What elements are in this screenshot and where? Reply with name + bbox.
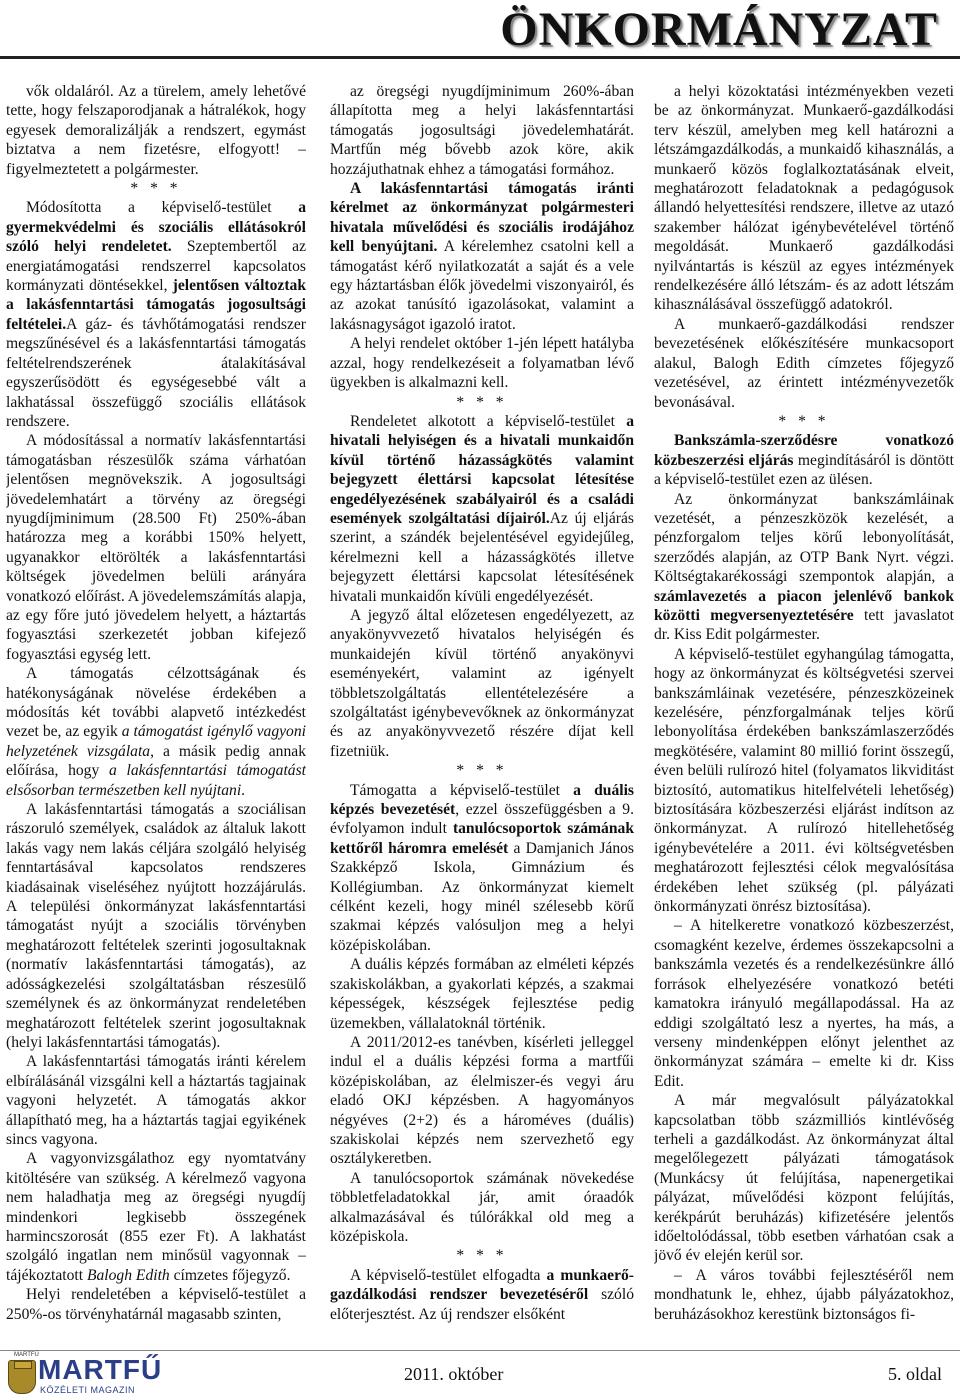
page-header — [0, 0, 960, 62]
italic-text: Balogh Edith — [86, 1266, 170, 1284]
paragraph — [6, 82, 306, 179]
page-footer — [0, 1346, 960, 1398]
column-3 — [654, 82, 954, 1337]
body-text: , ezzel összefüggésben a 9. évfolyamon indult — [330, 801, 634, 838]
paragraph — [330, 781, 634, 956]
body-text: A lakásfenntartási támogatás a szociálisan rászoruló személyek, családok az általuk lakott lakás vagy nem lakás céljára szolgáló helyiség fenntartásával kapcsolatos rendszeres kiadásainak viseléséhez nyújtott hozzájárulás. A települési önkormányzat lakásfenntartási támogatást nyújt a szociális törvényben meghatározott feltételek szerinti jogosultaknak (normatív lakásfenntartási támogatás), az adósságkezelési szolgáltatásban részesülő személynek és az önkormányzat rendeletében meghatározott feltételek szerint jogosultaknak (helyi lakásfenntartási támogatás). — [6, 801, 306, 1051]
body-text: tett javaslatot dr. Kiss Edit polgármester. — [654, 606, 954, 644]
body-text: megindításáról is döntött a képviselő-testület ezen az ülésen. — [654, 451, 954, 489]
paragraph — [330, 606, 634, 761]
paragraph — [6, 1149, 306, 1285]
body-text: vők oldaláról. Az a türelem, amely lehetővé tette, hogy felszaporodjanak a hátralékok, hogy egyesek demoralizálják a rendszert, egymást biztatva a nem fizetésre, elfogyott! – figyelmeztetett a polgármester. — [6, 83, 306, 178]
bold-text: A lakásfenntartási támogatás iránti kérelmet az önkormányzat polgármesteri hivatala művelődési és szociális irodájához kell benyújtani. — [330, 180, 634, 256]
body-text: – A hitelkeretre vonatkozó közbeszerzést, csomagként kezelve, érdemes összekapcsolni a bankszámla vezetés és a rendelkezésünkre álló források elhelyezésére vonatkozó betéti kamatokra irányuló megállapodással. Ha az eddigi szolgáltató lesz a nyertes, ha más, a verseny mindenképpen előnyt jelenthet az önkormányzat számára – emelte ki dr. Kiss Edit. — [654, 917, 954, 1090]
column-2 — [330, 82, 634, 1337]
body-text: címzetes főjegyző. — [169, 1266, 291, 1284]
paragraph — [330, 1169, 634, 1247]
body-text: A támogatás célzottságának és hatékonyságának növelése érdekében a módosítás két további alapvető intézkedést vezet be, az egyik — [6, 665, 306, 741]
body-text: A vagyonvizsgálathoz egy nyomtatvány kitöltésére van szükség. A kérelmező vagyona nem haladhatja meg az öregségi nyugdíj mindenkori legkisebb összegének harmincszorosát (855 ezer Ft). A lakhatást szolgáló ingatlan nem minősül vagyonnak – tájékoztatott — [6, 1150, 306, 1284]
body-text: , a másik pedig annak előírása, hogy — [6, 742, 306, 780]
body-text: Szeptembertől az energiatámogatási rendszerrel kapcsolatos kormányzati döntésekkel, — [6, 238, 306, 295]
body-text: Az önkormányzat bankszámláinak vezetését, a pénzeszközök kezelését, a pénzforgalom teljes körű lebonyolítását, szerződés alapján, az OTP Bank Nyrt. végzi. Költségtakarékossági szempontok alapján, a — [654, 490, 954, 586]
paragraph — [654, 645, 954, 917]
section-title: ÖNKORMÁNYZAT — [500, 3, 938, 56]
section-separator: * * * — [130, 180, 182, 198]
header-rule — [0, 56, 960, 59]
paragraph — [330, 1033, 634, 1169]
bold-text: jelentősen változtak a lakásfenntartási támogatás jogosultsági feltételei. — [6, 277, 306, 333]
body-text: . — [241, 781, 246, 799]
section-separator: * * * — [778, 412, 830, 430]
page-number: 5. oldal — [888, 1364, 942, 1384]
paragraph — [6, 1285, 306, 1324]
paragraph — [330, 82, 634, 179]
body-text: A már megvalósult pályázatokkal kapcsolatban több százmilliós kintlévőség terheli a gazdálkodást. Az önkormányzat által megelőlegezett pályázati támogatások (Munkácsy út felújítása, napenergetikai pályázat, művelődési központ felújítás, kerékpárút beruházás) kifizetésére jelentős időeltolódással, több esetben várhatóan csak a jövő év elején kerül sor. — [654, 1092, 954, 1265]
bold-text: tanulócsoportok számának kettőről háromra emelését — [330, 820, 634, 857]
paragraph — [6, 1052, 306, 1149]
paragraph — [6, 800, 306, 1052]
body-text: A jegyző által előzetesen engedélyezett, az anyakönyvvezető hivatalos helyiségén és munkaidején kívül történő anyakönyvi eseményekért, valamint az igényelt többletszolgáltatás ellentételezésére a szolgáltatást igénybevevőknek az önkormányzat és az anyakönyvvezető részére díjat kell fizetniük. — [330, 606, 634, 760]
bold-text: a munkaerő-gazdálkodási rendszer bevezetéséről — [330, 1266, 634, 1304]
bold-text: Bankszámla-szerződésre vonatkozó közbeszerzési eljárás — [654, 432, 954, 469]
issue-date: 2011. október — [404, 1364, 504, 1384]
paragraph — [330, 412, 634, 606]
paragraph — [654, 82, 954, 315]
body-text: A képviselő-testület elfogadta — [350, 1266, 547, 1284]
bold-text: a duális képzés bevezetését — [330, 781, 634, 819]
bold-text: a hivatali helyiségen és a hivatali munkaidőn kívül történő házasságkötés valamint bejegyzett élettársi kapcsolat létesítése engedélyezésének szabályairól és a családi események szolgáltatási díjairól. — [330, 412, 634, 527]
body-text: a helyi közoktatási intézményekben vezeti be az önkormányzat. Munkaerő-gazdálkodási terv készül, amelyben meg kell határozni a létszámgazdálkodás, a munkaidő kihasználás, a munkaerő közös foglalkoztatásának elveit, meghatározott feladatoknak a pedagógusok állandó helyettesítési rendszere, illetve az utazó szakember hálózat igénybevételével történő megoldását. Munkaerő gazdálkodási nyilvántartás is készül az egyes intézmények rendelkezésére álló létszám- és az adott létszám kihasználásával összefüggő adatokról. — [654, 83, 954, 314]
body-text: A módosítással a normatív lakásfenntartási támogatásban részesülők száma várhatóan jelentősen megnövekszik. A jogosultsági jövedelemhatárt a törvény az öregségi nyugdíjminimum (28.500 Ft) 250%-ában határozza meg a korábbi 150% helyett, ugyanakkor eltörölték a lakásfenntartási költségek jövedelmen belüli arányára vonatkozó előírást. A jövedelemszámítás alapja, az egy főre jutó jövedelem helyett, a háztartás fogyasztási szerkezetét jobban kifejező fogyasztási egység lett. — [6, 432, 306, 663]
paragraph — [6, 664, 306, 800]
body-text: Rendeletet alkotott a képviselő-testület — [350, 412, 627, 430]
bold-text: a gyermekvédelmi és szociális ellátásokról szóló helyi rendeletet. — [6, 199, 306, 256]
paragraph — [654, 1091, 954, 1266]
body-text: A helyi rendelet október 1-jén lépett hatályba azzal, hogy rendelkezéseit a folyamatban lévő ügyekben is alkalmazni kell. — [330, 335, 634, 392]
body-text: – A város további fejlesztéséről nem mondhatunk le, ehhez, újabb pályázatokhoz, beruházásokhoz kerestünk biztonságos fi- — [654, 1266, 954, 1323]
italic-text: a támogatást igénylő vagyoni helyzetének vizsgálata — [6, 723, 306, 760]
bold-text: számlavezetés a piacon jelenlévő bankok közötti megversenyeztetésére — [654, 587, 954, 624]
body-text: A 2011/2012-es tanévben, kísérleti jelleggel indul el a duális képzési forma a martfűi középiskolában, az élelmiszer-és vegyi áru eladó OKJ képzésben. A hagyományos négyéves (2+2) és a hároméves (duális) szakiskolai képzés nem szervezhető egy osztálykeretben. — [330, 1033, 634, 1168]
body-text: Módosította a képviselő-testület — [26, 199, 299, 217]
body-text: Támogatta a képviselő-testület — [350, 781, 574, 799]
body-text: A gáz- és távhőtámogatási rendszer megszűnésével és a lakásfenntartási támogatás feltételrendszerének átalakításával egyszerűsödött és egységesebbé vált a lakhatással összefüggő szociális ellátások rendszere. — [6, 315, 306, 430]
paragraph — [6, 431, 306, 664]
footer-rule — [0, 1350, 960, 1351]
paragraph — [330, 1266, 634, 1324]
body-text: A tanulócsoportok számának növekedése többletfeladatokkal jár, amit óraadók alkalmazásával és túlórákkal old meg a középiskola. — [330, 1169, 634, 1245]
magazine-logo — [8, 1352, 163, 1398]
body-text: a Damjanich János Szakképző Iskola, Gimnázium és Kollégiumban. Az önkormányzat kiemelt célként kezeli, hogy minél szélesebb körű szakmai képzés valósuljon meg a helyi középiskolában. — [330, 839, 634, 954]
logo-subtitle: KÖZÉLETI MAGAZIN — [40, 1385, 136, 1395]
body-text: Az új eljárás szerint, a szándék bejelentésével egyidejűleg, kérelmezni kell a házasságkötés illetve bejegyzett élettársi kapcsolat létesítésének hivatali munkaidőn kívüli engedélyezését. — [330, 509, 634, 605]
logo-main-text: MARTFŰ — [38, 1354, 163, 1385]
paragraph — [654, 315, 954, 412]
paragraph — [6, 198, 306, 431]
body-text: A képviselő-testület egyhangúlag támogatta, hogy az önkormányzat és költségvetési szervei bankszámláinak vezetésére, pénzeszközeinek kezelésére, pénzforgalmának teljes körű lebonyolítása érdekében bankszámlaszerződés megkötésére, valamint 80 millió forint összegű, éven belüli rulírozó hitel (folyamatos likviditást biztosító, automatikus hitelfelvételi lehetőség) biztosítására közbeszerzési eljárást indítson az önkormányzat. A rulírozó hitellehetőség igénybevételére a 2011. évi költségvetésben meghatározott fejlesztési célok megvalósítása érdekében lehet szükség (pl. pályázati önkormányzati önrész biztosítása). — [654, 645, 954, 916]
article-columns — [0, 82, 960, 1337]
paragraph — [330, 179, 634, 334]
body-text: A munkaerő-gazdálkodási rendszer bevezetésének előkészítésére munkacsoport alakul, Balogh Edith címzetes főjegyző vezetésével, az érintett intézményvezetők bevonásával. — [654, 315, 954, 411]
body-text: A lakásfenntartási támogatás iránti kérelem elbírálásánál vizsgálni kell a háztartás tagjainak vagyoni helyzetét. A támogatás akkor állapítható meg, ha a háztartás tagjai egyikének sincs vagyona. — [6, 1053, 306, 1148]
paragraph — [654, 916, 954, 1091]
paragraph — [654, 431, 954, 489]
italic-text: a lakásfenntartási támogatást elsősorban természetben kell nyújtani — [6, 762, 306, 799]
body-text: az öregségi nyugdíjminimum 260%-ában állapította meg a helyi lakásfenntartási támogatás jogosultsági jövedelemhatárát. Martfűn még bővebb azok köre, akik hozzájuthatnak ehhez a támogatási formához. — [330, 83, 634, 178]
body-text: A duális képzés formában az elméleti képzés szakiskolákban, a gyakorlati képzés, a szakmai képességek, készségek fejlesztése pedig üzemekben, vállalatoknál történik. — [330, 956, 634, 1032]
body-text: Helyi rendeletében a képviselő-testület a 250%-os törvényhatárnál magasabb szinten, — [6, 1286, 306, 1323]
paragraph — [330, 334, 634, 392]
paragraph — [330, 955, 634, 1033]
body-text: A kérelemhez csatolni kell a támogatást kérő nyilatkozatát a saját és a vele egy háztartásban élők jövedelmi viszonyairól, és az azokat tanúsító igazolásokat, valamint a lakásnagyságot igazoló iratot. — [330, 238, 634, 333]
crest-icon — [8, 1360, 36, 1394]
column-1 — [6, 82, 306, 1337]
paragraph — [654, 1266, 954, 1324]
section-separator: * * * — [456, 762, 508, 780]
section-separator: * * * — [456, 1247, 508, 1265]
section-separator: * * * — [456, 393, 508, 411]
body-text: szóló előterjesztést. Az új rendszer elsőként — [330, 1286, 634, 1323]
logo-small-text: MARTFŰ — [14, 1352, 39, 1358]
paragraph — [654, 490, 954, 645]
